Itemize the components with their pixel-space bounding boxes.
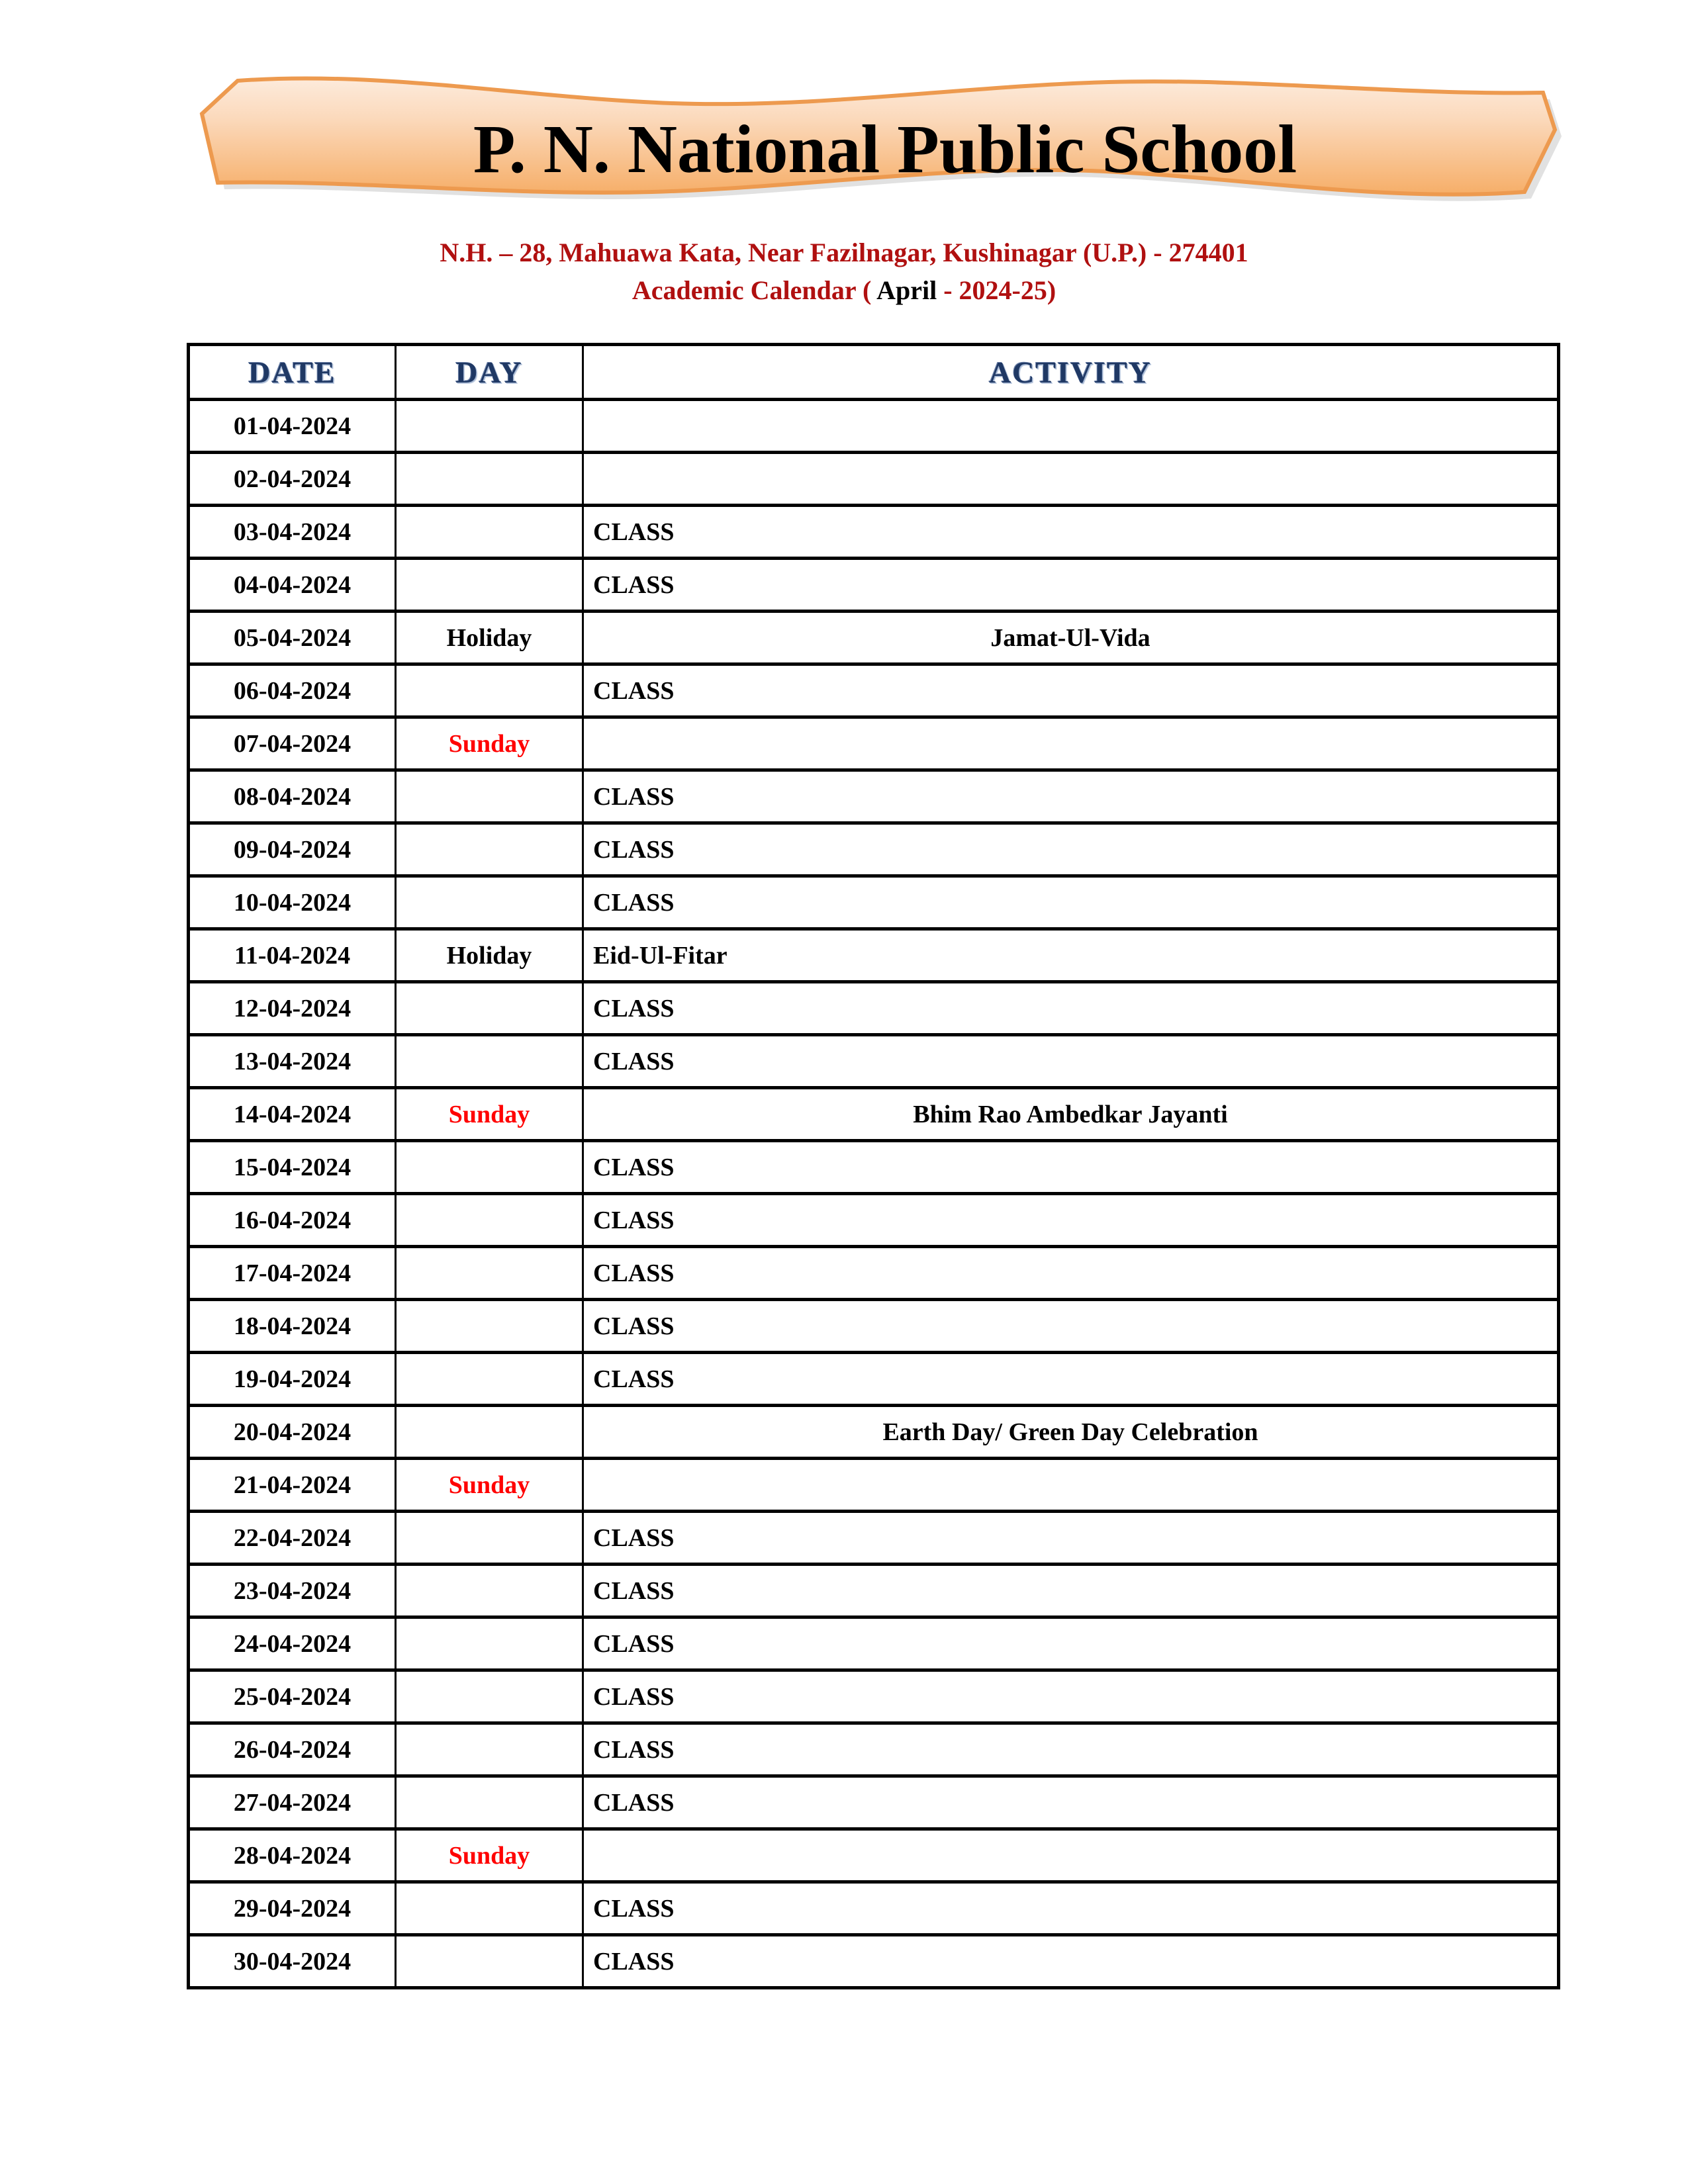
cell-day [396,1459,583,1512]
activity-value: CLASS [593,1682,675,1711]
cell-activity [583,400,1559,453]
cell-date [189,1723,396,1776]
activity-value: CLASS [593,1206,675,1234]
activity-value: CLASS [593,1576,675,1605]
cell-date [189,612,396,664]
table-row [189,1723,1559,1776]
cell-day [396,717,583,770]
cell-date [189,1565,396,1617]
table-row [189,559,1559,612]
cell-day [396,1512,583,1565]
cell-activity [583,612,1559,664]
date-value: 30-04-2024 [233,1947,352,1976]
date-value: 05-04-2024 [233,623,352,652]
day-value-sunday: Sunday [448,1471,530,1499]
school-address: N.H. – 28, Mahuawa Kata, Near Fazilnagar, Kushinagar (U.P.) - 274401 [440,238,1248,267]
date-value: 14-04-2024 [233,1100,352,1128]
activity-value [584,743,1557,744]
cell-date [189,823,396,876]
cell-activity [583,823,1559,876]
cell-day [396,770,583,823]
cell-day [396,559,583,612]
cell-date [189,1459,396,1512]
table-row [189,1194,1559,1247]
cell-day [396,612,583,664]
table-row [189,717,1559,770]
cell-day [396,664,583,717]
activity-value: CLASS [593,835,675,864]
school-name-title: P. N. National Public School [473,111,1297,187]
date-value: 23-04-2024 [233,1576,352,1605]
academic-calendar-table [187,343,1560,1989]
cell-activity [583,1194,1559,1247]
calendar-month: April [876,275,937,305]
cell-day [396,1670,583,1723]
cell-activity [583,664,1559,717]
table-row [189,1406,1559,1459]
day-value: Holiday [446,941,532,970]
cell-date [189,1776,396,1829]
cell-activity [583,1406,1559,1459]
date-value: 10-04-2024 [233,888,352,917]
activity-value: CLASS [593,676,675,705]
cell-activity [583,876,1559,929]
activity-value: CLASS [593,994,675,1023]
cell-day [396,1035,583,1088]
activity-value: CLASS [593,782,675,811]
table-row [189,1300,1559,1353]
date-value: 04-04-2024 [233,570,352,599]
table-row [189,876,1559,929]
cell-activity [583,506,1559,559]
cell-activity [583,770,1559,823]
table-row [189,506,1559,559]
cell-day [396,823,583,876]
date-value: 26-04-2024 [233,1735,352,1764]
cell-activity [583,982,1559,1035]
column-header-day [396,345,583,400]
cell-day [396,1935,583,1988]
cell-activity [583,717,1559,770]
cell-day [396,1565,583,1617]
cell-day [396,1353,583,1406]
date-value: 24-04-2024 [233,1629,352,1658]
activity-value: CLASS [593,1894,675,1923]
cell-date [189,1300,396,1353]
column-header-day-label: DAY [455,355,523,389]
cell-day [396,982,583,1035]
date-value: 06-04-2024 [233,676,352,705]
cell-date [189,1035,396,1088]
activity-value: CLASS [593,1947,675,1976]
date-value: 19-04-2024 [233,1365,352,1393]
date-value: 01-04-2024 [233,412,352,440]
cell-date [189,770,396,823]
cell-day [396,1300,583,1353]
table-row [189,1035,1559,1088]
table-row [189,1141,1559,1194]
cell-activity [583,1882,1559,1935]
activity-value [584,1855,1557,1856]
table-row [189,1776,1559,1829]
cell-activity [583,1300,1559,1353]
table-row [189,982,1559,1035]
cell-activity [583,929,1559,982]
activity-value: CLASS [593,518,675,546]
cell-date [189,1141,396,1194]
table-row [189,1088,1559,1141]
cell-activity [583,453,1559,506]
table-row [189,1353,1559,1406]
school-banner [189,73,1572,225]
table-row [189,1512,1559,1565]
cell-date [189,982,396,1035]
cell-date [189,1935,396,1988]
activity-value: CLASS [593,1153,675,1181]
table-row [189,1670,1559,1723]
table-row [189,770,1559,823]
date-value: 13-04-2024 [233,1047,352,1075]
calendar-label-prefix: Academic Calendar ( [632,275,877,305]
table-row [189,612,1559,664]
cell-day [396,1617,583,1670]
cell-activity [583,559,1559,612]
cell-date [189,1194,396,1247]
table-row [189,1565,1559,1617]
activity-value: CLASS [593,1047,675,1075]
date-value: 27-04-2024 [233,1788,352,1817]
activity-value [584,478,1557,479]
cell-activity [583,1617,1559,1670]
table-row [189,1935,1559,1988]
activity-value: CLASS [593,570,675,599]
cell-date [189,453,396,506]
activity-value: Eid-Ul-Fitar [593,941,727,970]
academic-calendar-line [0,275,1688,306]
cell-date [189,876,396,929]
cell-day [396,1406,583,1459]
cell-date [189,400,396,453]
activity-value: CLASS [593,1524,675,1552]
date-value: 08-04-2024 [233,782,352,811]
column-header-date-label: DATE [248,355,336,389]
cell-day [396,453,583,506]
cell-day [396,1776,583,1829]
cell-activity [583,1565,1559,1617]
table-row [189,1459,1559,1512]
cell-date [189,717,396,770]
activity-value [584,1484,1557,1485]
column-header-date [189,345,396,400]
date-value: 09-04-2024 [233,835,352,864]
cell-day [396,506,583,559]
date-value: 11-04-2024 [234,941,351,970]
cell-day [396,1723,583,1776]
cell-day [396,400,583,453]
cell-activity [583,1088,1559,1141]
day-value: Holiday [446,623,532,652]
cell-activity [583,1935,1559,1988]
activity-value: CLASS [593,888,675,917]
activity-value: Jamat-Ul-Vida [990,623,1150,652]
cell-activity [583,1512,1559,1565]
table-row [189,823,1559,876]
cell-day [396,1829,583,1882]
date-value: 02-04-2024 [233,465,352,493]
date-value: 22-04-2024 [233,1524,352,1552]
calendar-label-suffix: - 2024-25) [937,275,1056,305]
date-value: 17-04-2024 [233,1259,352,1287]
cell-date [189,1512,396,1565]
date-value: 20-04-2024 [233,1418,352,1446]
cell-date [189,1617,396,1670]
date-value: 28-04-2024 [233,1841,352,1870]
cell-date [189,506,396,559]
cell-activity [583,1035,1559,1088]
cell-date [189,929,396,982]
cell-activity [583,1723,1559,1776]
date-value: 07-04-2024 [233,729,352,758]
activity-value: Earth Day/ Green Day Celebration [882,1418,1258,1446]
cell-day [396,1088,583,1141]
cell-day [396,876,583,929]
academic-calendar-table-wrapper [187,343,1557,1989]
cell-activity [583,1829,1559,1882]
date-value: 12-04-2024 [233,994,352,1023]
date-value: 15-04-2024 [233,1153,352,1181]
date-value: 29-04-2024 [233,1894,352,1923]
cell-date [189,1247,396,1300]
table-row [189,1882,1559,1935]
date-value: 21-04-2024 [233,1471,352,1499]
date-value: 16-04-2024 [233,1206,352,1234]
activity-value: CLASS [593,1312,675,1340]
activity-value: CLASS [593,1788,675,1817]
table-body [189,400,1559,1988]
cell-date [189,1406,396,1459]
cell-activity [583,1141,1559,1194]
table-row [189,453,1559,506]
cell-day [396,929,583,982]
cell-day [396,1882,583,1935]
cell-day [396,1247,583,1300]
day-value-sunday: Sunday [448,1841,530,1870]
date-value: 03-04-2024 [233,518,352,546]
cell-activity [583,1670,1559,1723]
cell-activity [583,1247,1559,1300]
date-value: 18-04-2024 [233,1312,352,1340]
day-value-sunday: Sunday [448,729,530,758]
table-row [189,1247,1559,1300]
cell-activity [583,1776,1559,1829]
cell-activity [583,1459,1559,1512]
cell-day [396,1194,583,1247]
day-value-sunday: Sunday [448,1100,530,1128]
table-row [189,1829,1559,1882]
table-row [189,1617,1559,1670]
cell-date [189,559,396,612]
table-row [189,664,1559,717]
cell-date [189,664,396,717]
activity-value: CLASS [593,1259,675,1287]
cell-date [189,1882,396,1935]
activity-value: CLASS [593,1735,675,1764]
activity-value: CLASS [593,1629,675,1658]
cell-date [189,1088,396,1141]
activity-value: Bhim Rao Ambedkar Jayanti [913,1100,1228,1128]
activity-value: CLASS [593,1365,675,1393]
cell-date [189,1353,396,1406]
cell-activity [583,1353,1559,1406]
table-row [189,400,1559,453]
column-header-activity [583,345,1559,400]
cell-day [396,1141,583,1194]
date-value: 25-04-2024 [233,1682,352,1711]
cell-date [189,1829,396,1882]
cell-date [189,1670,396,1723]
table-row [189,929,1559,982]
table-header-row [189,345,1559,400]
column-header-activity-label: ACTIVITY [988,355,1152,389]
